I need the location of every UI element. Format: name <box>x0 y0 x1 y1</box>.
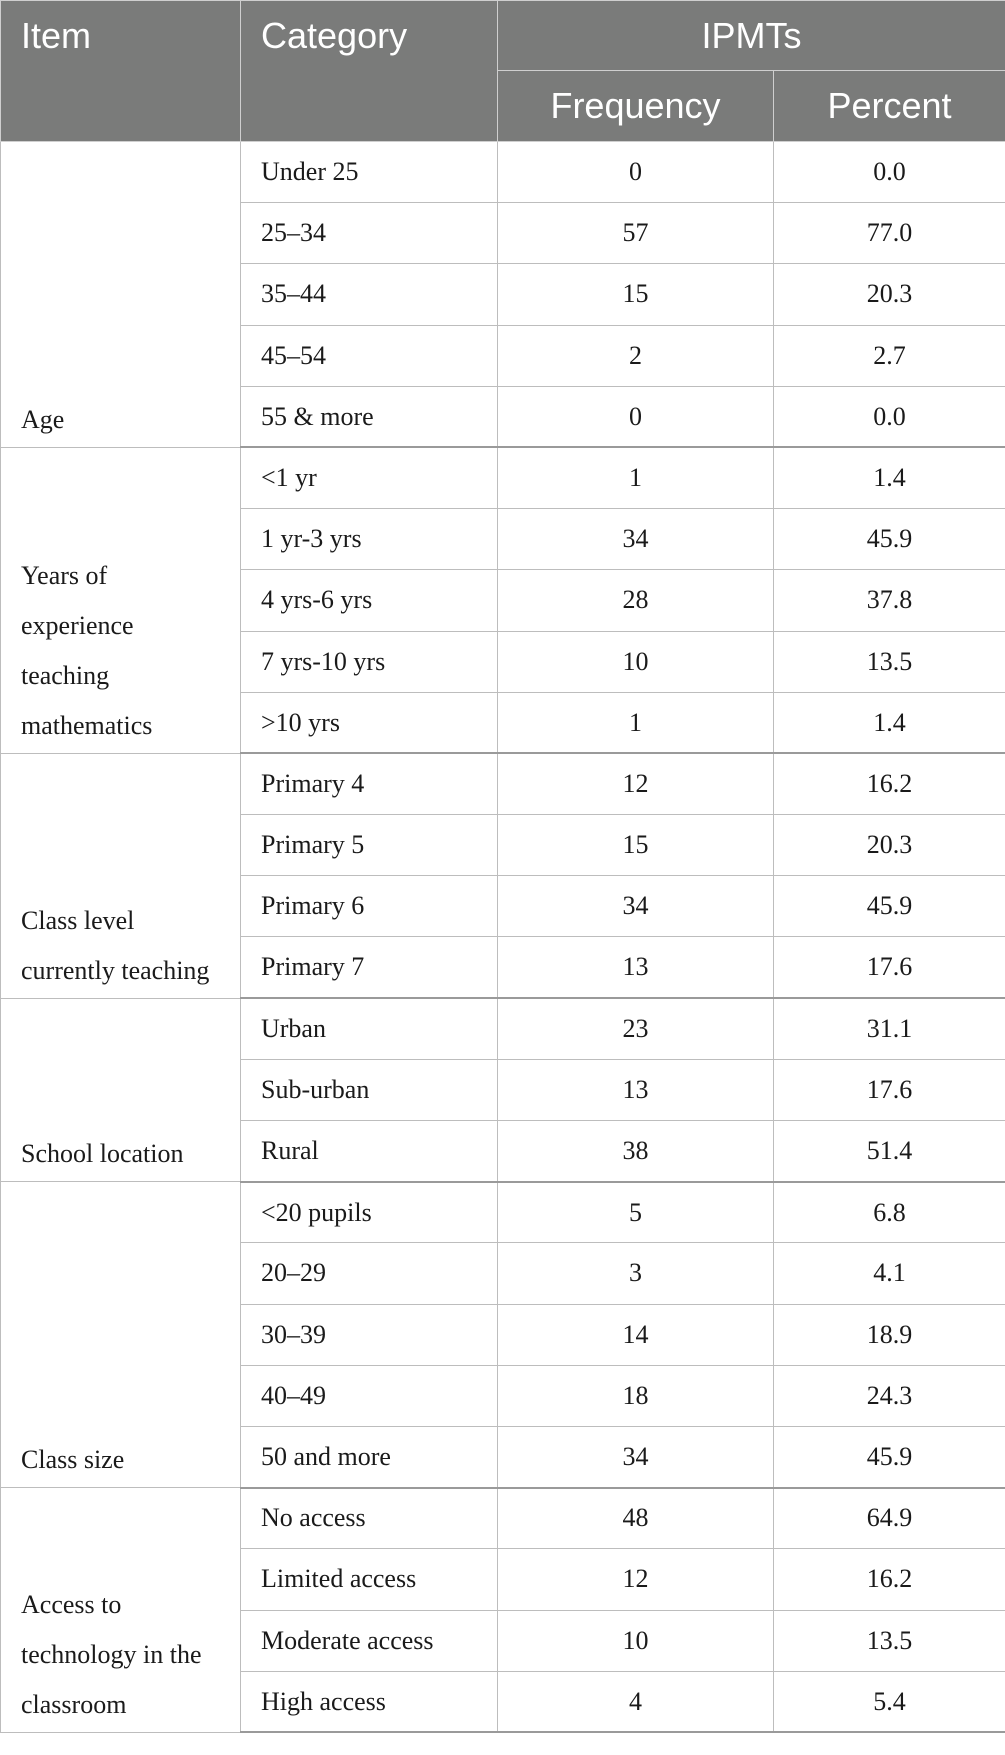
item-label: School location <box>1 998 241 1182</box>
frequency-cell: 3 <box>498 1243 774 1304</box>
category-cell: 30–39 <box>241 1304 498 1365</box>
frequency-cell: 12 <box>498 753 774 814</box>
header-ipmts: IPMTs <box>498 1 1005 71</box>
table-row <box>1 998 1005 1059</box>
category-cell: 45–54 <box>241 325 498 386</box>
frequency-cell: 28 <box>498 570 774 631</box>
frequency-cell: 10 <box>498 631 774 692</box>
table-body <box>1 142 1005 1733</box>
category-cell: Urban <box>241 998 498 1059</box>
header-category: Category <box>241 1 498 142</box>
percent-cell: 17.6 <box>774 1059 1005 1120</box>
category-cell: 7 yrs-10 yrs <box>241 631 498 692</box>
percent-cell: 37.8 <box>774 570 1005 631</box>
category-cell: Under 25 <box>241 142 498 203</box>
category-cell: 20–29 <box>241 1243 498 1304</box>
category-cell: 55 & more <box>241 386 498 447</box>
percent-cell: 16.2 <box>774 1549 1005 1610</box>
frequency-cell: 0 <box>498 142 774 203</box>
header-item: Item <box>1 1 241 142</box>
category-cell: 50 and more <box>241 1426 498 1487</box>
category-cell: 25–34 <box>241 203 498 264</box>
category-cell: No access <box>241 1488 498 1549</box>
percent-cell: 4.1 <box>774 1243 1005 1304</box>
category-cell: Limited access <box>241 1549 498 1610</box>
frequency-cell: 57 <box>498 203 774 264</box>
percent-cell: 45.9 <box>774 509 1005 570</box>
category-cell: Primary 7 <box>241 937 498 998</box>
category-cell: >10 yrs <box>241 692 498 753</box>
frequency-cell: 34 <box>498 876 774 937</box>
frequency-cell: 15 <box>498 815 774 876</box>
category-cell: 4 yrs-6 yrs <box>241 570 498 631</box>
percent-cell: 13.5 <box>774 1610 1005 1671</box>
item-label: Access to technology in the classroom <box>1 1488 241 1733</box>
item-label: Class level currently teaching <box>1 753 241 998</box>
frequency-cell: 12 <box>498 1549 774 1610</box>
category-cell: <20 pupils <box>241 1182 498 1243</box>
percent-cell: 17.6 <box>774 937 1005 998</box>
percent-cell: 0.0 <box>774 142 1005 203</box>
percent-cell: 51.4 <box>774 1121 1005 1182</box>
category-cell: <1 yr <box>241 447 498 508</box>
frequency-cell: 10 <box>498 1610 774 1671</box>
category-cell: 1 yr-3 yrs <box>241 509 498 570</box>
frequency-cell: 34 <box>498 1426 774 1487</box>
frequency-cell: 5 <box>498 1182 774 1243</box>
header-percent: Percent <box>774 71 1005 142</box>
percent-cell: 2.7 <box>774 325 1005 386</box>
item-label: Age <box>1 142 241 448</box>
frequency-cell: 1 <box>498 692 774 753</box>
percent-cell: 18.9 <box>774 1304 1005 1365</box>
frequency-cell: 2 <box>498 325 774 386</box>
percent-cell: 1.4 <box>774 447 1005 508</box>
frequency-cell: 4 <box>498 1671 774 1732</box>
frequency-cell: 48 <box>498 1488 774 1549</box>
frequency-cell: 13 <box>498 937 774 998</box>
header-frequency: Frequency <box>498 71 774 142</box>
percent-cell: 24.3 <box>774 1365 1005 1426</box>
percent-cell: 16.2 <box>774 753 1005 814</box>
percent-cell: 45.9 <box>774 876 1005 937</box>
category-cell: High access <box>241 1671 498 1732</box>
percent-cell: 20.3 <box>774 264 1005 325</box>
frequency-cell: 0 <box>498 386 774 447</box>
item-label: Class size <box>1 1182 241 1488</box>
category-cell: 35–44 <box>241 264 498 325</box>
category-cell: 40–49 <box>241 1365 498 1426</box>
table-row <box>1 447 1005 508</box>
table-row <box>1 1488 1005 1549</box>
percent-cell: 1.4 <box>774 692 1005 753</box>
percent-cell: 5.4 <box>774 1671 1005 1732</box>
table-row <box>1 1182 1005 1243</box>
percent-cell: 13.5 <box>774 631 1005 692</box>
frequency-cell: 23 <box>498 998 774 1059</box>
percent-cell: 45.9 <box>774 1426 1005 1487</box>
table-row <box>1 142 1005 203</box>
frequency-cell: 18 <box>498 1365 774 1426</box>
item-label: Years of experience teaching mathematics <box>1 447 241 753</box>
category-cell: Sub-urban <box>241 1059 498 1120</box>
frequency-cell: 34 <box>498 509 774 570</box>
frequency-cell: 38 <box>498 1121 774 1182</box>
table-row <box>1 753 1005 814</box>
category-cell: Primary 4 <box>241 753 498 814</box>
frequency-cell: 15 <box>498 264 774 325</box>
percent-cell: 77.0 <box>774 203 1005 264</box>
frequency-cell: 1 <box>498 447 774 508</box>
percent-cell: 31.1 <box>774 998 1005 1059</box>
frequency-cell: 13 <box>498 1059 774 1120</box>
percent-cell: 20.3 <box>774 815 1005 876</box>
category-cell: Rural <box>241 1121 498 1182</box>
category-cell: Moderate access <box>241 1610 498 1671</box>
table-header <box>1 1 1005 142</box>
frequency-cell: 14 <box>498 1304 774 1365</box>
category-cell: Primary 6 <box>241 876 498 937</box>
percent-cell: 64.9 <box>774 1488 1005 1549</box>
percent-cell: 0.0 <box>774 386 1005 447</box>
percent-cell: 6.8 <box>774 1182 1005 1243</box>
category-cell: Primary 5 <box>241 815 498 876</box>
